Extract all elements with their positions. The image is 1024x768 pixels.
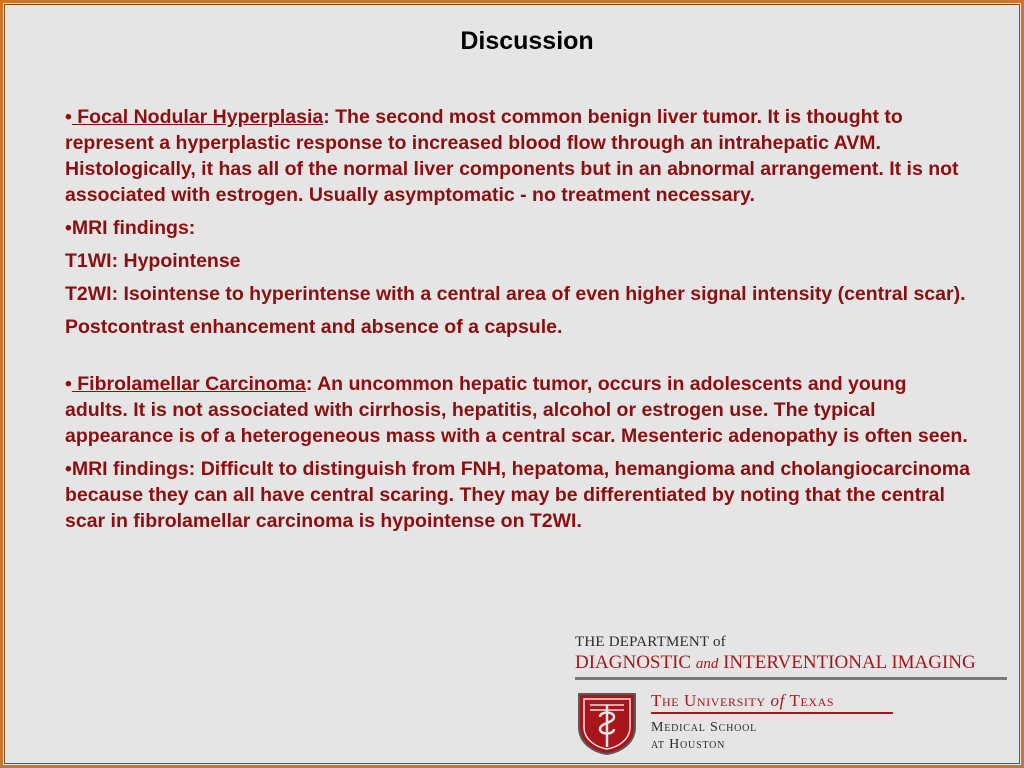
ut-location: at Houston bbox=[651, 737, 726, 752]
flc-mri: •MRI findings: Difficult to distinguish from FNH, hepatoma, hemangioma and cholangiocarcinoma because they can all have central scaring. They may be differentiated by noting that the central scar in fibrolamellar carcinoma is hypointense on T2WI. bbox=[65, 458, 970, 532]
ut-name bbox=[651, 691, 901, 711]
fnh-mri-label: •MRI findings: bbox=[65, 217, 196, 239]
department-and: and bbox=[695, 656, 719, 672]
ut-medical-school: Medical School bbox=[651, 720, 758, 735]
ut-of: of bbox=[770, 691, 785, 710]
ut-texas: Texas bbox=[789, 691, 835, 710]
department-rule bbox=[575, 677, 1007, 680]
department-logo bbox=[575, 634, 1007, 680]
ut-rule bbox=[651, 712, 893, 714]
fnh-paragraph bbox=[65, 104, 970, 208]
flc-bullet: • bbox=[65, 373, 72, 395]
fnh-term: Focal Nodular Hyperplasia bbox=[71, 106, 324, 128]
department-line: THE DEPARTMENT of bbox=[575, 634, 726, 650]
flc-term: Fibrolamellar Carcinoma bbox=[71, 373, 306, 395]
ut-the-university: The University bbox=[651, 691, 766, 710]
fnh-t1: T1WI: Hypointense bbox=[65, 250, 241, 272]
ut-logo-text bbox=[651, 691, 901, 753]
flc-description: : An uncommon hepatic tumor, occurs in adolescents and young adults. It is not associated with cirrhosis, hepatitis, alcohol or estrogen use. The typical appearance is of a heterogeneous mass with a central scar. Mesenteric adenopathy is often seen. bbox=[65, 373, 968, 447]
fnh-bullet: • bbox=[65, 106, 72, 128]
slide-body bbox=[65, 104, 970, 541]
ut-seal-icon bbox=[576, 691, 638, 755]
department-interventional: INTERVENTIONAL IMAGING bbox=[723, 652, 976, 673]
slide-title: Discussion bbox=[460, 27, 594, 55]
department-diagnostic: DIAGNOSTIC bbox=[575, 652, 692, 673]
fnh-postcontrast: Postcontrast enhancement and absence of a capsule. bbox=[65, 316, 563, 338]
department-name bbox=[575, 652, 1007, 674]
flc-paragraph bbox=[65, 371, 970, 449]
fnh-t2: T2WI: Isointense to hyperintense with a central area of even higher signal intensity (central scar). bbox=[65, 283, 966, 305]
fnh-description: : The second most common benign liver tumor. It is thought to represent a hyperplastic response to increased blood flow through an intrahepatic AVM. Histologically, it has all of the normal liver components but in an abnormal arrangement. It is not associated with estrogen. Usually asymptomatic - no treatment necessary. bbox=[65, 106, 959, 206]
